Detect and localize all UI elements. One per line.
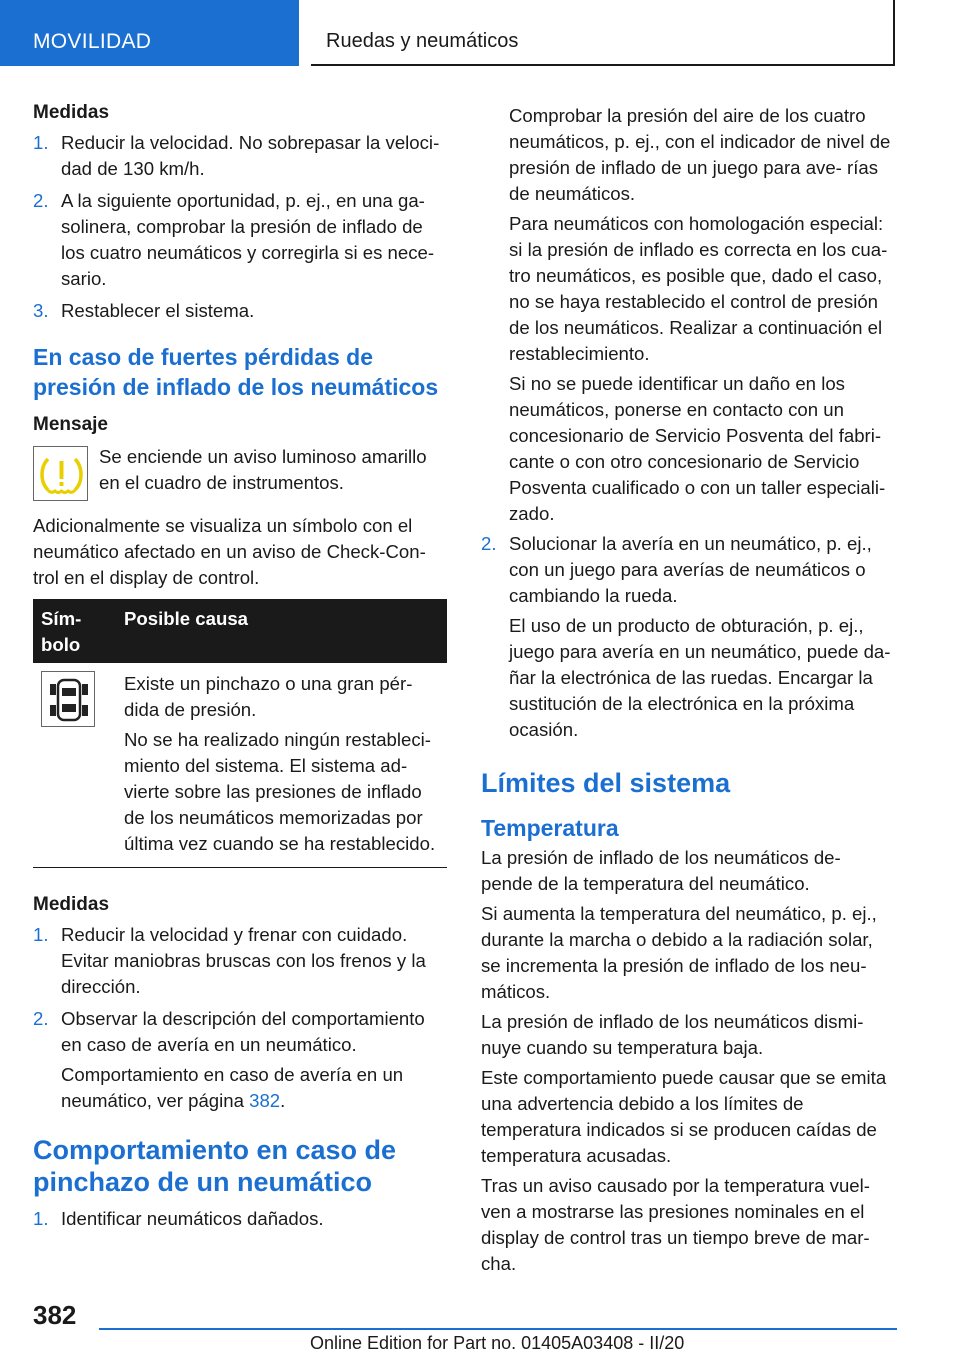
- list-item: [33, 1206, 447, 1232]
- paragraph: La presión de inflado de los neumáticos de‐ pende de la temperatura del neumático.: [481, 847, 841, 894]
- page-number: 382: [33, 1300, 77, 1330]
- footer-edition-text: Online Edition for Part no. 01405A03408 - II/20: [310, 1333, 685, 1353]
- step-continuation: [481, 103, 897, 527]
- list-text: Solucionar la avería en un neumático, p. ej., con un juego para averías de neumáticos o cambiando la rueda.: [509, 533, 872, 606]
- cause-text: Existe un pinchazo o una gran pér‐ dida de presión.: [124, 673, 413, 720]
- list-item: [33, 188, 447, 292]
- paragraph: Tras un aviso causado por la temperatura vuel‐ ven a mostrarse las presiones nominales en el display de control tras un tiempo breve de mar‐ cha.: [481, 1175, 870, 1274]
- page-reference-link[interactable]: 382: [249, 1090, 281, 1111]
- list-text: Observar la descripción del comportamiento en caso de avería en un neumático.: [61, 1008, 425, 1055]
- list-text: Restablecer el sistema.: [61, 300, 255, 321]
- table-cell-cause: [124, 671, 447, 861]
- paragraph: Este comportamiento puede causar que se emita una advertencia debido a los límites de temperatura indicados si se producen caídas de temperatura acusadas.: [481, 1067, 887, 1166]
- measures-heading: Medidas: [33, 102, 110, 123]
- section-heading-pressure-loss: En caso de fuertes pérdidas de presión de inflado de los neumáticos: [33, 344, 439, 400]
- list-text: Identificar neumáticos dañados.: [61, 1208, 324, 1229]
- section-heading-flat-tire: Comportamiento en caso de pinchazo de un neumático: [33, 1135, 397, 1197]
- list-number: 2.: [33, 190, 49, 211]
- list-subtext: El uso de un producto de obturación, p. ej., juego para avería en un neumático, puede da‐ ñar la electrónica de las ruedas. Encargar la sustitución de la electrónica en la próxima ocasión.: [509, 615, 891, 740]
- right-column: [481, 103, 897, 1281]
- list-item: [33, 1006, 447, 1114]
- paragraph: Si no se puede identificar un daño en los neumáticos, ponerse en contacto con un concesionario de Servicio Posventa del fabri‐ cante o con otro concesionario de Servicio Posventa cualificado o con un taller especiali‐ zado.: [509, 373, 886, 524]
- message-heading: Mensaje: [33, 414, 108, 435]
- tire-pressure-warning-icon: [33, 446, 88, 501]
- header-chapter-box: [311, 0, 895, 66]
- list-item: [33, 130, 447, 182]
- list-text: A la siguiente oportunidad, p. ej., en una ga‐ solinera, comprobar la presión de inflado de los cuatro neumáticos y corregirla si es nece‐ sario.: [61, 190, 435, 289]
- list-subtext: [61, 1062, 447, 1114]
- list-number: 2.: [33, 1008, 49, 1029]
- subsection-heading-temperature: Temperatura: [481, 815, 619, 841]
- symbol-table: [33, 599, 447, 868]
- paragraph: La presión de inflado de los neumáticos dismi‐ nuye cuando su temperatura baja.: [481, 1011, 864, 1058]
- message-text: Se enciende un aviso luminoso amarillo en el cuadro de instrumentos.: [99, 446, 427, 493]
- subtext-after: .: [280, 1090, 286, 1111]
- header-section-tab: [0, 0, 299, 66]
- subtext-before: Comportamiento en caso de avería en un neumático, ver página: [61, 1064, 404, 1111]
- table-header: [33, 599, 447, 663]
- list-number: 1.: [33, 1208, 49, 1229]
- paragraph: Para neumáticos con homologación especial: si la presión de inflado es correcta en los cua‐ tro neumáticos, es posible que, dado el caso, no se haya restablecido el control de presión de los neumáticos. Realizar a continuación el restablecimiento.: [509, 213, 888, 364]
- left-column: [33, 100, 447, 1238]
- list-text: Reducir la velocidad y frenar con cuidado. Evitar maniobras bruscas con los frenos y la dirección.: [61, 924, 426, 997]
- list-number: 2.: [481, 533, 497, 554]
- paragraph: Si aumenta la temperatura del neumático, p. ej., durante la marcha o debido a la radiación solar, se incrementa la presión de inflado de los neu‐ máticos.: [481, 903, 877, 1002]
- header-section-label: MOVILIDAD: [33, 30, 152, 53]
- table-cell-symbol: [33, 671, 124, 861]
- list-item: [33, 922, 447, 1000]
- list-item: [481, 531, 897, 743]
- list-item: [33, 298, 447, 324]
- list-number: 1.: [33, 132, 49, 153]
- table-header-symbol: Sím‐ bolo: [41, 608, 82, 655]
- table-header-cause: Posible causa: [124, 608, 249, 629]
- header-chapter-label: Ruedas y neumáticos: [326, 30, 519, 52]
- additional-text: Adicionalmente se visualiza un símbolo con el neumático afectado en un aviso de Check-Con‐ trol en el display de control.: [33, 515, 426, 588]
- list-number: 3.: [33, 300, 49, 321]
- message-block: [33, 444, 447, 501]
- list-text: Reducir la velocidad. No sobrepasar la veloci‐ dad de 130 km/h.: [61, 132, 440, 179]
- list-number: 1.: [33, 924, 49, 945]
- car-tire-damage-icon: [41, 671, 95, 727]
- paragraph: Comprobar la presión del aire de los cuatro neumáticos, p. ej., con el indicador de nivel de presión de inflado de un juego para ave‐ rías de neumáticos.: [509, 105, 891, 204]
- cause-text: No se ha realizado ningún restableci‐ miento del sistema. El sistema ad‐ vierte sobre las presiones de inflado de los neumáticos memorizadas por última vez cuando se ha restablecido.: [124, 729, 436, 854]
- section-heading-system-limits: Límites del sistema: [481, 768, 731, 798]
- measures-heading: Medidas: [33, 894, 110, 915]
- footer-divider: [99, 1328, 897, 1330]
- table-row: [33, 663, 447, 868]
